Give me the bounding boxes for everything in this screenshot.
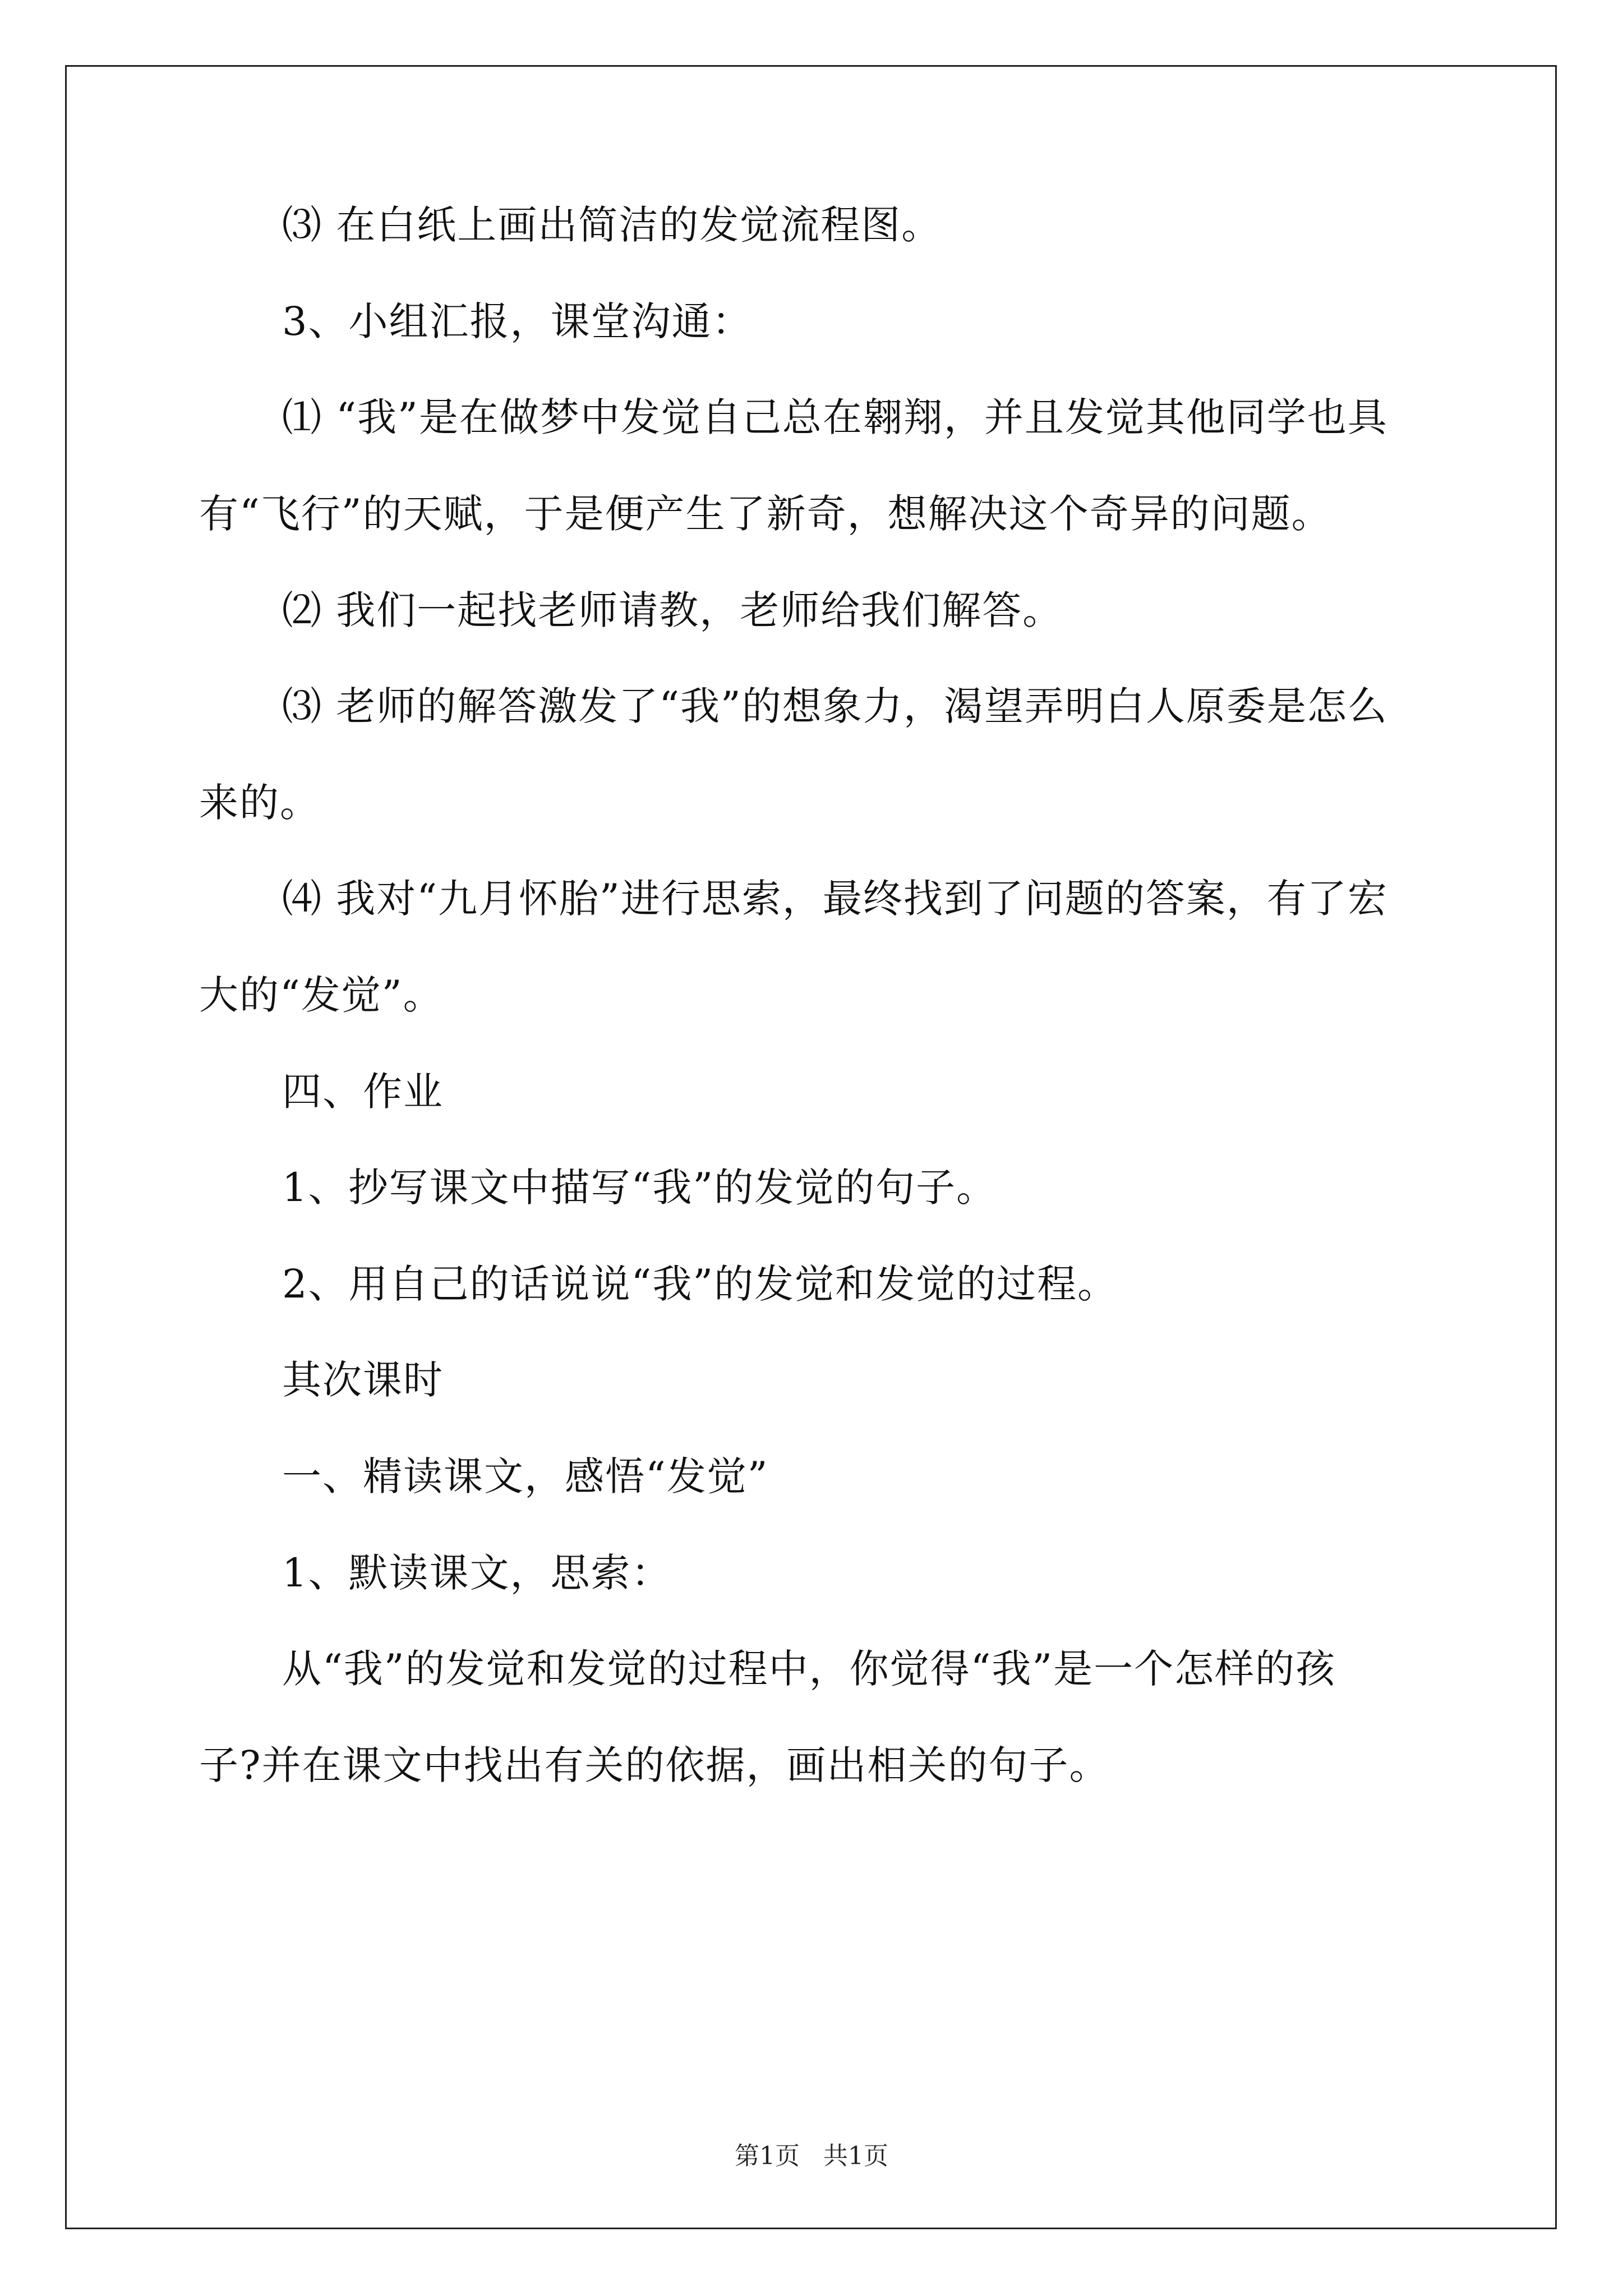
- paragraph-line: 1、默读课文，思索：: [282, 1550, 672, 1596]
- paragraph-12: [199, 1550, 1433, 1596]
- paragraph-11: [199, 1453, 1433, 1499]
- page-number-total: 共1页: [823, 2142, 888, 2170]
- page-border: [65, 65, 1557, 2229]
- paragraph-8: [199, 1165, 1433, 1211]
- paragraph-line: 一、精读课文，感悟“发觉”: [282, 1453, 769, 1499]
- paragraph-6: [199, 876, 1433, 1018]
- paragraph-5: [199, 683, 1433, 826]
- paragraph-1: [199, 202, 1433, 248]
- paragraph-line: ⑶ 在白纸上画出简洁的发觉流程图。: [282, 202, 942, 248]
- paragraph-3: [199, 394, 1433, 537]
- paragraph-4: [199, 587, 1433, 633]
- paragraph-line-continued: 有“飞行”的天赋，于是便产生了新奇，想解决这个奇异的问题。: [199, 491, 1332, 537]
- paragraph-line: 3、小组汇报，课堂沟通：: [282, 298, 753, 344]
- paragraph-10: [199, 1357, 1433, 1403]
- paragraph-9: [199, 1261, 1433, 1307]
- paragraph-line: ⑵ 我们一起找老师请教，老师给我们解答。: [282, 587, 1063, 633]
- paragraph-line-continued: 子?并在课文中找出有关的依据，画出相关的句子。: [199, 1742, 1110, 1788]
- paragraph-line-continued: 来的。: [199, 780, 320, 826]
- paragraph-line: ⑴ “我”是在做梦中发觉自己总在翱翔，并且发觉其他同学也具: [282, 394, 1388, 440]
- paragraph-line: ⑶ 老师的解答激发了“我”的想象力，渴望弄明白人原委是怎么: [282, 683, 1388, 729]
- paragraph-line-continued: 大的“发觉”。: [199, 972, 444, 1018]
- paragraph-2: [199, 298, 1433, 344]
- paragraph-line: 2、用自己的话说说“我”的发觉和发觉的过程。: [282, 1261, 1118, 1307]
- paragraph-7: [199, 1069, 1433, 1115]
- paragraph-line: 四、作业: [282, 1069, 444, 1115]
- paragraph-line: ⑷ 我对“九月怀胎”进行思索，最终找到了问题的答案，有了宏: [282, 876, 1388, 922]
- paragraph-13: [199, 1646, 1433, 1788]
- page-number-current: 第1页: [735, 2142, 800, 2170]
- paragraph-line: 其次课时: [282, 1357, 444, 1403]
- paragraph-line: 1、抄写课文中描写“我”的发觉的句子。: [282, 1165, 997, 1211]
- paragraph-line: 从“我”的发觉和发觉的过程中，你觉得“我”是一个怎样的孩: [282, 1646, 1336, 1692]
- page-footer: [0, 2144, 1623, 2169]
